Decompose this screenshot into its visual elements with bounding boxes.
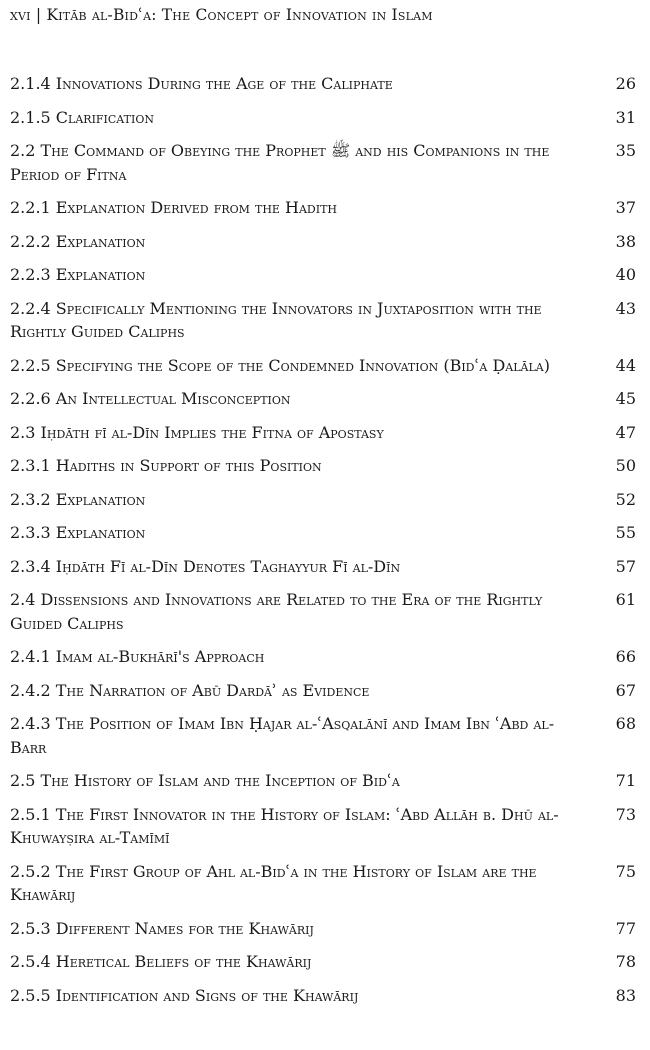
toc-entry-page: 26 xyxy=(615,74,636,93)
toc-entry-title: 2.5.4 Heretical Beliefs of the Khawārij xyxy=(10,952,312,971)
toc-entry xyxy=(10,230,636,254)
toc-entry-page: 57 xyxy=(615,556,636,576)
toc-entry-title: 2.5.1 The First Innovator in the History of Islam: ʿAbd Allāh b. Dhū al-Khuwayṣira al-Tamīmī xyxy=(10,804,559,847)
toc-entry-page: 55 xyxy=(615,523,636,542)
toc-entry-page: 52 xyxy=(615,489,636,509)
toc-entry-page: 40 xyxy=(615,265,636,284)
book-title: Kitāb al-Bidʿa: The Concept of Innovation in Islam xyxy=(46,6,433,24)
toc-entry-title: 2.2.1 Explanation Derived from the Hadith xyxy=(10,198,338,217)
toc-entry xyxy=(10,950,636,974)
toc-entry-title: 2.3.4 Iḥdāth Fī al-Dīn Denotes Taghayyur Fī al-Dīn xyxy=(10,556,401,576)
header-separator: | xyxy=(35,6,42,24)
toc-entry xyxy=(10,354,636,378)
toc-entry-page: 50 xyxy=(615,456,636,475)
toc-entry-page: 73 xyxy=(615,804,636,824)
toc-entry-page: 44 xyxy=(615,355,636,375)
toc-entry-title: 2.5.2 The First Group of Ahl al-Bidʿa in the History of Islam are the Khawārij xyxy=(10,861,537,904)
toc-entry-page: 45 xyxy=(615,389,636,408)
toc-entry-title: 2.3.3 Explanation xyxy=(10,523,146,542)
toc-entry-title: 2.3 Iḥdāth fī al-Dīn Implies the Fitna of Apostasy xyxy=(10,422,384,442)
running-header xyxy=(10,4,636,26)
toc-entry-title: 2.3.2 Explanation xyxy=(10,489,146,509)
toc-entry xyxy=(10,106,636,130)
toc-entry-title: 2.4.2 The Narration of Abū Dardāʾ as Evidence xyxy=(10,680,370,700)
toc-entry xyxy=(10,917,636,941)
toc-entry-page: 71 xyxy=(615,771,636,790)
toc-entry xyxy=(10,297,636,344)
toc-entry xyxy=(10,196,636,220)
toc-entry-title: 2.2.4 Specifically Mentioning the Innovators in Juxtaposition with the Rightly Guided Caliphs xyxy=(10,298,542,341)
toc-entry-page: 37 xyxy=(615,198,636,217)
toc-entry xyxy=(10,803,636,850)
toc-entry-page: 35 xyxy=(615,141,636,160)
toc-entry xyxy=(10,679,636,703)
toc-entry-page: 43 xyxy=(615,298,636,318)
toc-entry xyxy=(10,645,636,669)
toc-entry-title: 2.2.6 An Intellectual Misconception xyxy=(10,389,291,408)
toc-entry-page: 67 xyxy=(615,680,636,700)
toc-entry-page: 31 xyxy=(615,107,636,127)
page-number-label: xvi xyxy=(10,6,31,24)
toc-entry-title: 2.3.1 Hadiths in Support of this Position xyxy=(10,456,322,475)
toc-entry xyxy=(10,769,636,793)
toc-entry-page: 66 xyxy=(615,647,636,666)
toc-entry xyxy=(10,712,636,759)
toc-entry-title: 2.4 Dissensions and Innovations are Related to the Era of the Rightly Guided Caliphs xyxy=(10,590,543,633)
toc-entry-title: 2.1.4 Innovations During the Age of the Caliphate xyxy=(10,74,393,93)
toc-entry-page: 47 xyxy=(615,422,636,442)
toc-entry-title: 2.2.5 Specifying the Scope of the Condemned Innovation (Bidʿa Ḍalāla) xyxy=(10,355,550,375)
toc-entry xyxy=(10,72,636,96)
toc-entry-title: 2.5.3 Different Names for the Khawārij xyxy=(10,918,314,938)
toc-entry xyxy=(10,555,636,579)
table-of-contents xyxy=(10,72,636,1007)
toc-entry-title: 2.5.5 Identification and Signs of the Khawārij xyxy=(10,985,359,1005)
toc-entry xyxy=(10,387,636,411)
toc-entry-page: 38 xyxy=(615,231,636,251)
toc-entry xyxy=(10,488,636,512)
toc-entry-title: 2.2.3 Explanation xyxy=(10,265,146,284)
toc-entry-title: 2.4.3 The Position of Imam Ibn Ḥajar al-ʿAsqalānī and Imam Ibn ʿAbd al-Barr xyxy=(10,714,555,757)
toc-entry xyxy=(10,454,636,478)
toc-entry-page: 83 xyxy=(615,985,636,1005)
toc-entry xyxy=(10,263,636,287)
toc-entry-title: 2.5 The History of Islam and the Inception of Bidʿa xyxy=(10,771,400,790)
toc-entry-page: 77 xyxy=(615,918,636,938)
toc-entry-page: 78 xyxy=(615,952,636,971)
toc-entry xyxy=(10,984,636,1008)
toc-entry xyxy=(10,860,636,907)
toc-entry-title: 2.2 The Command of Obeying the Prophet ﷺ and his Companions in the Period of Fitna xyxy=(10,141,550,184)
toc-entry-page: 61 xyxy=(615,590,636,609)
toc-entry-page: 68 xyxy=(615,714,636,733)
toc-entry-title: 2.1.5 Clarification xyxy=(10,107,154,127)
toc-entry-title: 2.4.1 Imam al-Bukhārī's Approach xyxy=(10,647,265,666)
toc-entry xyxy=(10,588,636,635)
toc-entry xyxy=(10,421,636,445)
toc-entry xyxy=(10,139,636,186)
toc-entry-page: 75 xyxy=(615,861,636,881)
toc-entry xyxy=(10,521,636,545)
toc-entry-title: 2.2.2 Explanation xyxy=(10,231,146,251)
